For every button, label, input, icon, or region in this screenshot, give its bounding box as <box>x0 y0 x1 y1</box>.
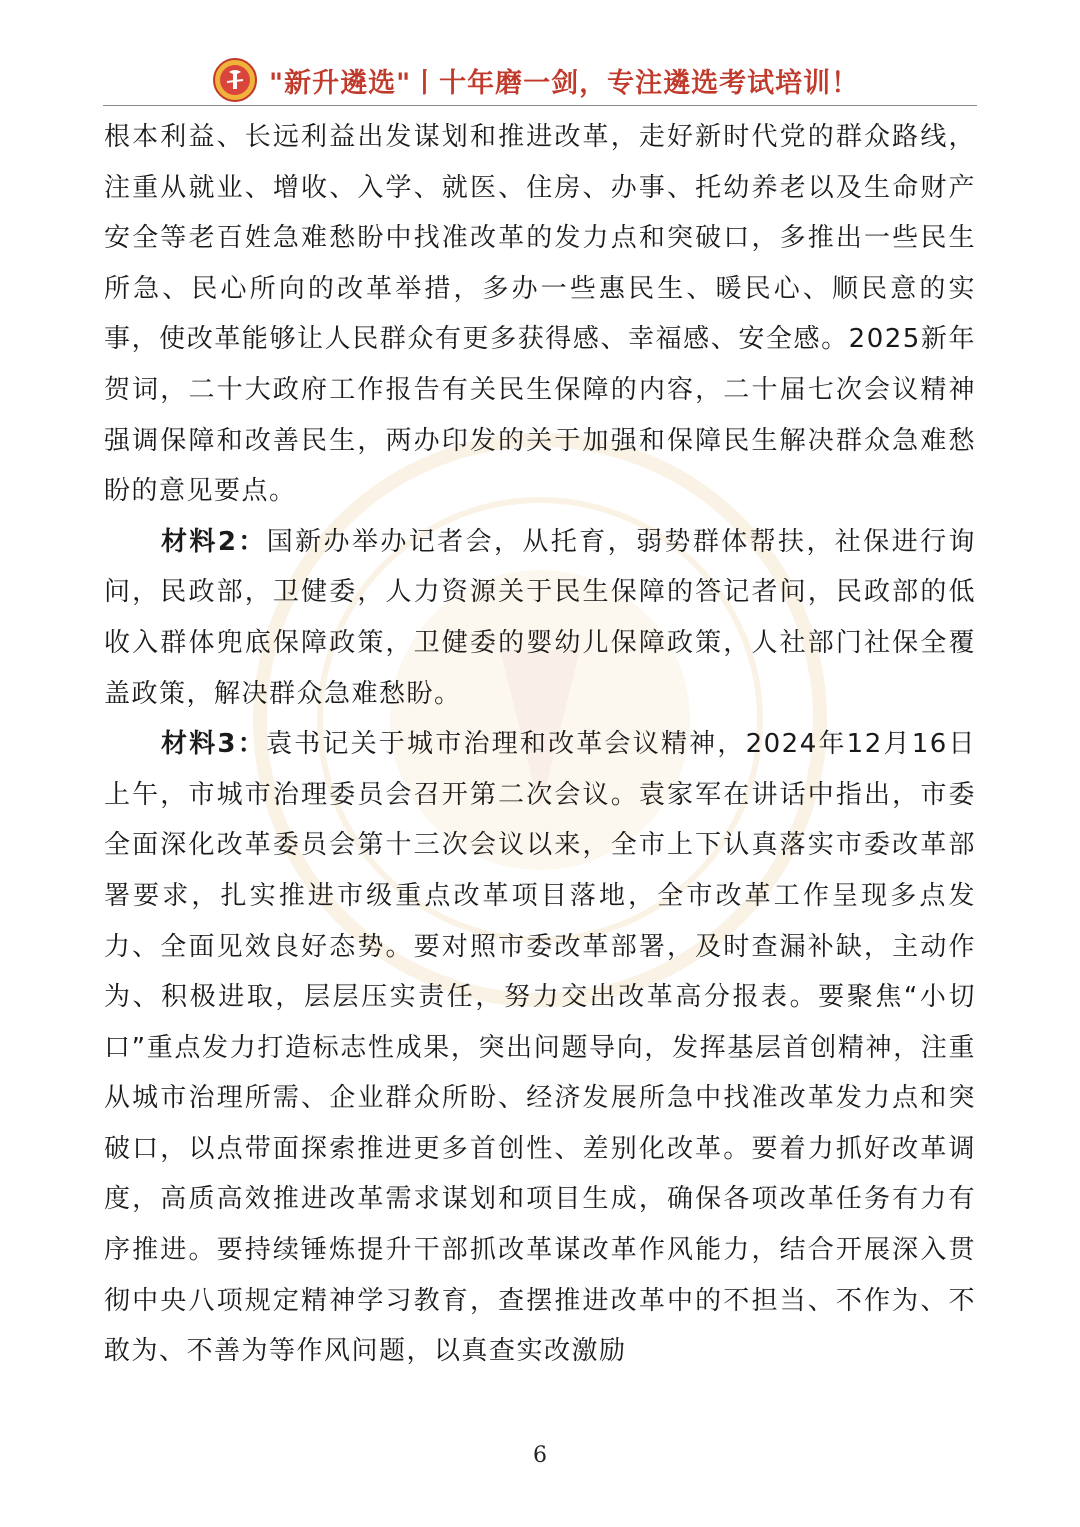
page-number: 6 <box>533 1443 547 1468</box>
document-body <box>104 112 976 1377</box>
paragraph-1: 根本利益、长远利益出发谋划和推进改革，走好新时代党的群众路线，注重从就业、增收、入学、就医、住房、办事、托幼养老以及生命财产安全等老百姓急难愁盼中找准改革的发力点和突破口，多推出一些民生所急、民心所向的改革举措，多办一些惠民生、暖民心、顺民意的实事，使改革能够让人民群众有更多获得感、幸福感、安全感。2025新年贺词，二十大政府工作报告有关民生保障的内容，二十届七次会议精神强调保障和改善民生，两办印发的关于加强和保障民生解决群众急难愁盼的意见要点。 <box>104 122 976 507</box>
material-3-label: 材料3： <box>161 729 266 760</box>
material-2-label: 材料2： <box>161 526 267 557</box>
paragraph-material-2 <box>104 517 976 719</box>
page-header <box>213 56 859 104</box>
paragraph-material-3 <box>104 719 976 1377</box>
xinsheng-logo-icon <box>213 58 257 102</box>
material-2-text: 国新办举办记者会，从托育，弱势群体帮扶，社保进行询问，民政部，卫健委，人力资源关于民生保障的答记者问，民政部的低收入群体兜底保障政策，卫健委的婴幼儿保障政策，人社部门社保全覆盖政策，解决群众急难愁盼。 <box>104 526 976 709</box>
material-3-text: 袁书记关于城市治理和改革会议精神，2024年12月16日上午，市城市治理委员会召开第二次会议。袁家军在讲话中指出，市委全面深化改革委员会第十三次会议以来，全市上下认真落实市委改革部署要求，扎实推进市级重点改革项目落地，全市改革工作呈现多点发力、全面见效良好态势。要对照市委改革部署，及时查漏补缺，主动作为、积极进取，层层压实责任，努力交出改革高分报表。要聚焦“小切口”重点发力打造标志性成果，突出问题导向，发挥基层首创精神，注重从城市治理所需、企业群众所盼、经济发展所急中找准改革发力点和突破口，以点带面探索推进更多首创性、差别化改革。要着力抓好改革调度，高质高效推进改革需求谋划和项目生成，确保各项改革任务有力有序推进。要持续锤炼提升干部抓改革谋改革作风能力，结合开展深入贯彻中央八项规定精神学习教育，查摆推进改革中的不担当、不作为、不敢为、不善为等作风问题，以真查实改激励 <box>104 729 976 1367</box>
header-tagline: "新升遴选"丨十年磨一剑，专注遴选考试培训！ <box>269 67 860 99</box>
header-divider <box>103 105 977 106</box>
